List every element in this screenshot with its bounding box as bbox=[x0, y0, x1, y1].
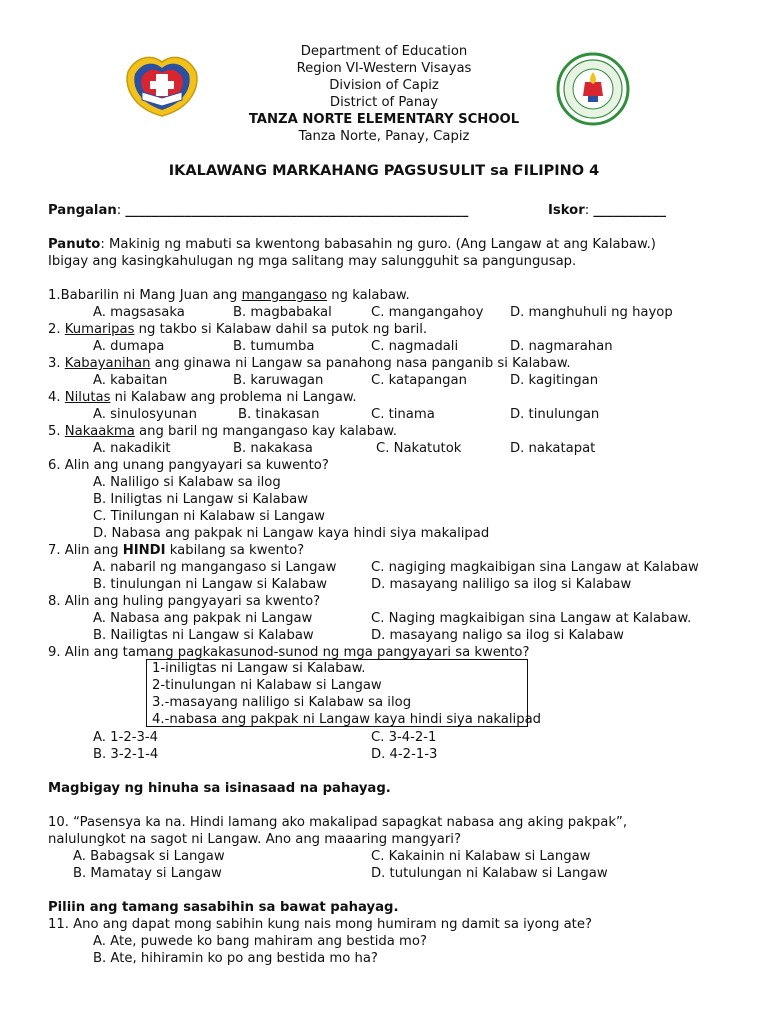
q7-choice-c[interactable]: C. nagiging magkaibigan sina Langaw at Kalabaw bbox=[371, 560, 699, 575]
q7-post: kabilang sa kwento? bbox=[165, 543, 305, 558]
q1-choice-b[interactable]: B. magbabakal bbox=[233, 305, 332, 320]
question-10-line2: nalulungkot na sagot ni Langaw. Ano ang maaaring mangyari? bbox=[48, 832, 461, 847]
q1-underlined: mangangaso bbox=[241, 288, 328, 303]
q5-choice-c[interactable]: C. Nakatutok bbox=[376, 441, 462, 456]
q1-choice-c[interactable]: C. mangangahoy bbox=[371, 305, 484, 320]
q1-post: ng kalabaw. bbox=[327, 288, 410, 303]
q7-pre: 7. Alin ang bbox=[48, 543, 123, 558]
q9-choice-b[interactable]: B. 3-2-1-4 bbox=[93, 747, 159, 762]
header-department: Department of Education bbox=[300, 44, 468, 59]
q3-choice-b[interactable]: B. karuwagan bbox=[233, 373, 324, 388]
q3-choice-c[interactable]: C. katapangan bbox=[371, 373, 467, 388]
q7-choice-d[interactable]: D. masayang naliligo sa ilog si Kalabaw bbox=[371, 577, 632, 592]
question-2 bbox=[48, 321, 427, 338]
q4-choice-c[interactable]: C. tinama bbox=[371, 407, 435, 422]
panuto-line1 bbox=[48, 236, 656, 253]
q3-choice-a[interactable]: A. kabaitan bbox=[93, 373, 168, 388]
sequence-item-1: 1-iniligtas ni Langaw si Kalabaw. bbox=[152, 661, 366, 676]
panuto-text1: : Makinig ng mabuti sa kwentong babasahin ng guro. (Ang Langaw at ang Kalabaw.) bbox=[100, 237, 656, 252]
q2-pre: 2. bbox=[48, 322, 65, 337]
q7-choice-b[interactable]: B. tinulungan ni Langaw si Kalabaw bbox=[93, 577, 328, 592]
question-1 bbox=[48, 287, 410, 304]
header-region: Region VI-Western Visayas bbox=[296, 61, 472, 76]
header-address: Tanza Norte, Panay, Capiz bbox=[298, 129, 470, 144]
sequence-item-3: 3.-masayang naliligo si Kalabaw sa ilog bbox=[152, 695, 412, 710]
q4-choice-d[interactable]: D. tinulungan bbox=[510, 407, 600, 422]
q11-choice-a[interactable]: A. Ate, puwede ko bang mahiram ang bestida mo? bbox=[93, 934, 427, 949]
q10-choice-b[interactable]: B. Mamatay si Langaw bbox=[73, 866, 222, 881]
q10-choice-c[interactable]: C. Kakainin ni Kalabaw si Langaw bbox=[371, 849, 591, 864]
q6-choice-a[interactable]: A. Naliligo si Kalabaw sa ilog bbox=[93, 475, 281, 490]
sequence-item-2: 2-tinulungan ni Kalabaw si Langaw bbox=[152, 678, 382, 693]
question-4 bbox=[48, 389, 357, 406]
q1-choice-d[interactable]: D. manghuhuli ng hayop bbox=[510, 305, 673, 320]
q9-choice-a[interactable]: A. 1-2-3-4 bbox=[93, 730, 159, 745]
q4-post: ni Kalabaw ang problema ni Langaw. bbox=[110, 390, 357, 405]
question-3 bbox=[48, 355, 571, 372]
q5-choice-b[interactable]: B. nakakasa bbox=[233, 441, 313, 456]
q5-pre: 5. bbox=[48, 424, 65, 439]
q7-choice-a[interactable]: A. nabaril ng mangangaso si Langaw bbox=[93, 560, 337, 575]
score-row bbox=[548, 202, 666, 219]
header-district: District of Panay bbox=[329, 95, 439, 110]
header-school: TANZA NORTE ELEMENTARY SCHOOL bbox=[248, 112, 520, 127]
q6-choice-b[interactable]: B. Iniligtas ni Langaw si Kalabaw bbox=[93, 492, 308, 507]
q5-post: ang baril ng mangangaso kay kalabaw. bbox=[134, 424, 397, 439]
q2-choice-a[interactable]: A. dumapa bbox=[93, 339, 165, 354]
q9-choice-c[interactable]: C. 3-4-2-1 bbox=[371, 730, 437, 745]
question-10-line1: 10. “Pasensya ka na. Hindi lamang ako makalipad sapagkat nabasa ang aking pakpak”, bbox=[48, 815, 628, 830]
q8-choice-b[interactable]: B. Nailigtas ni Langaw si Kalabaw bbox=[93, 628, 314, 643]
sequence-item-4: 4.-nabasa ang pakpak ni Langaw kaya hindi siya nakalipad bbox=[152, 712, 542, 727]
q3-underlined: Kabayanihan bbox=[64, 356, 151, 371]
header-division: Division of Capiz bbox=[329, 78, 439, 93]
q3-pre: 3. bbox=[48, 356, 65, 371]
q3-post: ang ginawa ni Langaw sa panahong nasa panganib si Kalabaw. bbox=[150, 356, 571, 371]
score-blank[interactable]: ___________ bbox=[593, 203, 666, 218]
question-8: 8. Alin ang huling pangyayari sa kwento? bbox=[48, 594, 321, 609]
panuto-label: Panuto bbox=[48, 237, 101, 252]
score-label: Iskor bbox=[548, 203, 585, 218]
q8-choice-d[interactable]: D. masayang naligo sa ilog si Kalabaw bbox=[371, 628, 624, 643]
name-blank[interactable]: ____________________________________________________ bbox=[125, 203, 469, 218]
q4-choice-b[interactable]: B. tinakasan bbox=[238, 407, 320, 422]
name-label: Pangalan bbox=[48, 203, 117, 218]
q4-pre: 4. bbox=[48, 390, 65, 405]
q2-choice-d[interactable]: D. nagmarahan bbox=[510, 339, 613, 354]
q9-choice-d[interactable]: D. 4-2-1-3 bbox=[371, 747, 438, 762]
q4-choice-a[interactable]: A. sinulosyunan bbox=[93, 407, 197, 422]
q6-choice-d[interactable]: D. Nabasa ang pakpak ni Langaw kaya hindi siya makalipad bbox=[93, 526, 490, 541]
section-heading-choose: Piliin ang tamang sasabihin sa bawat pahayag. bbox=[48, 900, 399, 915]
exam-title: IKALAWANG MARKAHANG PAGSUSULIT sa FILIPINO 4 bbox=[168, 163, 600, 179]
q8-choice-c[interactable]: C. Naging magkaibigan sina Langaw at Kalabaw. bbox=[371, 611, 692, 626]
q11-choice-b[interactable]: B. Ate, hihiramin ko po ang bestida mo ha? bbox=[93, 951, 378, 966]
q2-underlined: Kumaripas bbox=[64, 322, 135, 337]
q4-underlined: Nilutas bbox=[64, 390, 111, 405]
q5-choice-d[interactable]: D. nakatapat bbox=[510, 441, 596, 456]
question-11: 11. Ano ang dapat mong sabihin kung nais mong humiram ng damit sa iyong ate? bbox=[48, 917, 592, 932]
q10-choice-a[interactable]: A. Babagsak si Langaw bbox=[73, 849, 225, 864]
q7-bold: HINDI bbox=[122, 543, 166, 558]
question-5 bbox=[48, 423, 397, 440]
q8-choice-a[interactable]: A. Nabasa ang pakpak ni Langaw bbox=[93, 611, 313, 626]
q5-underlined: Nakaakma bbox=[64, 424, 135, 439]
q2-post: ng takbo si Kalabaw dahil sa putok ng baril. bbox=[134, 322, 428, 337]
name-colon: : bbox=[116, 203, 122, 218]
q1-choice-a[interactable]: A. magsasaka bbox=[93, 305, 185, 320]
q6-choice-c[interactable]: C. Tinilungan ni Kalabaw si Langaw bbox=[93, 509, 325, 524]
question-9: 9. Alin ang tamang pagkakasunod-sunod ng mga pangyayari sa kwento? bbox=[48, 645, 530, 660]
q2-choice-c[interactable]: C. nagmadali bbox=[371, 339, 459, 354]
name-row bbox=[48, 202, 468, 219]
q2-choice-b[interactable]: B. tumumba bbox=[233, 339, 315, 354]
q1-pre: 1.Babarilin ni Mang Juan ang bbox=[48, 288, 242, 303]
q5-choice-a[interactable]: A. nakadikit bbox=[93, 441, 171, 456]
panuto-line2: Ibigay ang kasingkahulugan ng mga salitang may salungguhit sa pangungusap. bbox=[48, 254, 577, 269]
q10-choice-d[interactable]: D. tutulungan ni Kalabaw si Langaw bbox=[371, 866, 608, 881]
score-colon: : bbox=[584, 203, 590, 218]
q3-choice-d[interactable]: D. kagitingan bbox=[510, 373, 599, 388]
question-7 bbox=[48, 542, 304, 559]
question-6: 6. Alin ang unang pangyayari sa kuwento? bbox=[48, 458, 329, 473]
section-heading-inference: Magbigay ng hinuha sa isinasaad na pahayag. bbox=[48, 781, 391, 796]
